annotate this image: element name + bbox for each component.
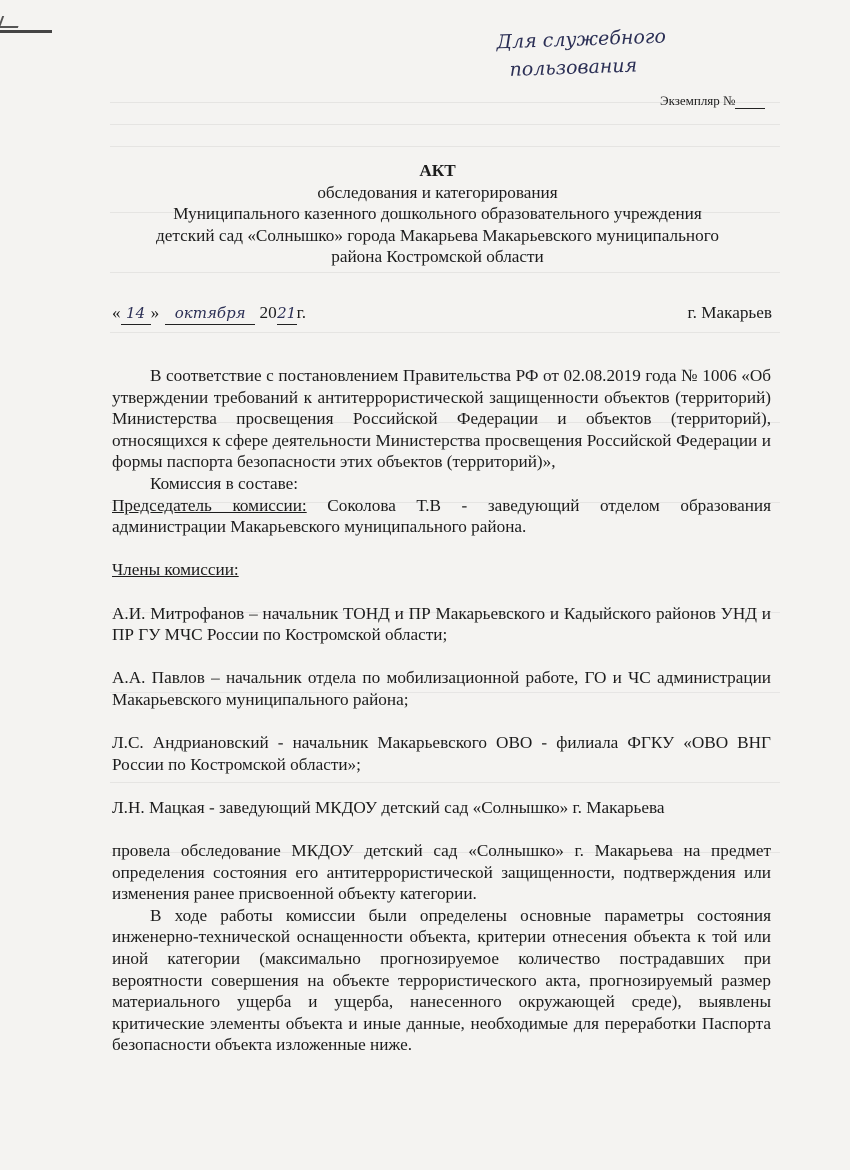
date-month: октября xyxy=(165,303,255,325)
title-heading: АКТ xyxy=(419,161,456,180)
title-line2: Муниципального казенного дошкольного образовательного учреждения xyxy=(173,204,702,223)
date-day: 14 xyxy=(121,303,151,325)
page-edge-mark xyxy=(0,30,52,33)
member-mitrofanov: А.И. Митрофанов – начальник ТОНД и ПР Макарьевского и Кадыйского районов УНД и ПР ГУ МЧС России по Костромской области; xyxy=(112,603,771,645)
date-year-suffix: 21 xyxy=(277,303,297,325)
member-pavlov: А.А. Павлов – начальник отдела по мобилизационной работе, ГО и ЧС администрации Макарьевского муниципального района; xyxy=(112,668,771,709)
commission-chair xyxy=(112,495,771,538)
paragraph-findings: В ходе работы комиссии были определены основные параметры состояния инженерно-технической оснащенности объекта, критерии отнесения объекта к той или иной категории (максимально прогнозируемое количество пострадавших при вероятности совершения на объекте террористического акта, прогнозируемый размер материального ущерба и ущерба, нанесенного окружающей среде), выявлены критические элементы объекта и иные данные, необходимые для переработки Паспорта безопасности объекта изложенные ниже. xyxy=(112,905,771,1055)
members-label: Члены комиссии: xyxy=(112,560,239,580)
handwritten-note-line2: пользования xyxy=(509,54,638,81)
copy-number-label: Экземпляр № xyxy=(660,93,736,108)
date-line xyxy=(112,302,772,325)
date-city: г. Макарьев xyxy=(687,303,772,322)
date-close-quote: » xyxy=(150,303,160,322)
paragraph-inspection: провела обследование МКДОУ детский сад «Солнышко» г. Макарьева на предмет определения состояния его антитеррористической защищенности, подтверждения или изменения ранее присвоенной объекту категории. xyxy=(112,841,771,904)
paragraph-commission: Комиссия в составе: xyxy=(150,473,299,493)
document-title xyxy=(105,160,770,268)
date-open-quote: « xyxy=(112,303,121,322)
title-line4: района Костромской области xyxy=(331,247,544,266)
title-line3: детский сад «Солнышко» города Макарьева Макарьевского муниципального xyxy=(156,225,719,245)
handwritten-note xyxy=(496,20,748,85)
document-body xyxy=(112,365,771,1056)
page-corner-mark xyxy=(0,16,22,28)
copy-number xyxy=(660,93,765,109)
title-line1: обследования и категорирования xyxy=(317,182,558,202)
paragraph-basis: В соответствие с постановлением Правительства РФ от 02.08.2019 года № 1006 «Об утверждении требований к антитеррористической защищенности объектов (территорий) Министерства просвещения Российской Федерации и объектов (территорий), относящихся к сфере деятельности Министерства просвещения Российской Федерации и формы паспорта безопасности этих объектов (территорий)», xyxy=(112,366,771,472)
date-year-prefix: 20 xyxy=(259,303,277,322)
member-andrianovsky: Л.С. Андриановский - начальник Макарьевского ОВО - филиала ФГКУ «ОВО ВНГ России по Костромской области»; xyxy=(112,733,771,774)
handwritten-note-line1: Для служебного xyxy=(496,25,667,54)
copy-number-blank xyxy=(735,96,765,109)
chair-text: Соколова Т.В - заведующий отделом образования администрации Макарьевского муниципального района. xyxy=(112,495,772,537)
chair-label: Председатель комиссии: xyxy=(112,495,307,515)
date-year-end: г. xyxy=(296,303,307,322)
member-matskaya: Л.Н. Мацкая - заведующий МКДОУ детский сад «Солнышко» г. Макарьева xyxy=(112,797,665,817)
